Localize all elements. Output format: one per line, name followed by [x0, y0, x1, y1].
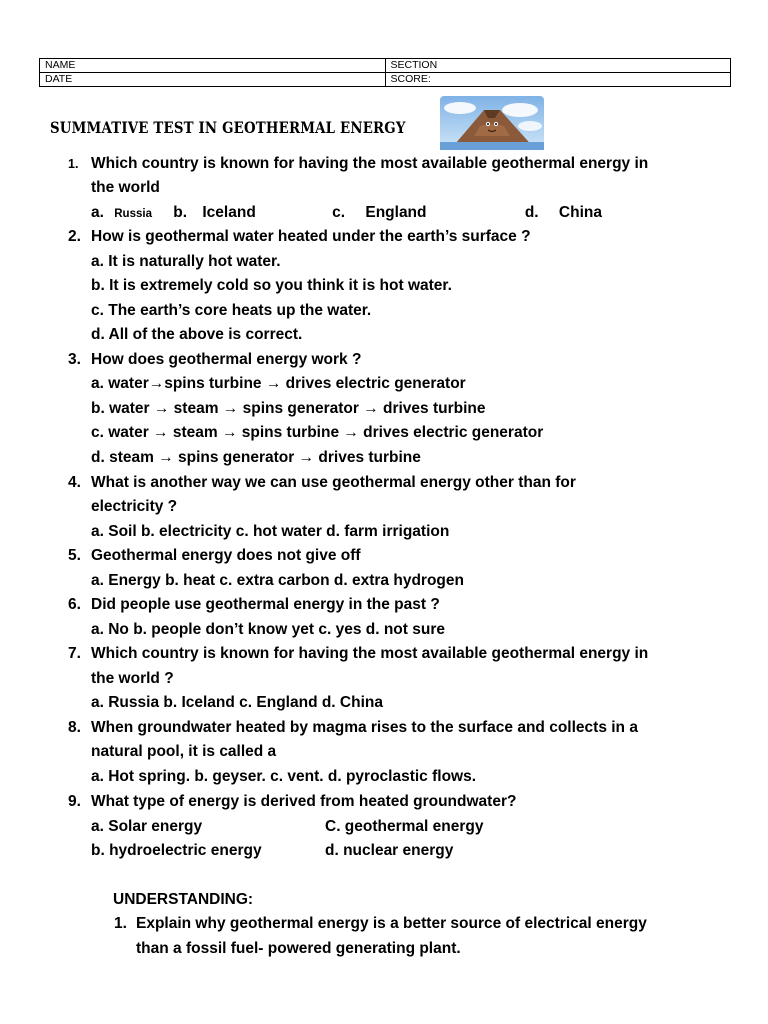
option-b[interactable]: b. hydroelectric energy	[91, 842, 262, 859]
question-text: Which country is known for having the most available geothermal energy in	[91, 645, 649, 662]
question-text-cont: natural pool, it is called a	[91, 743, 277, 760]
header-table	[39, 58, 731, 87]
question-number: 1.	[68, 157, 79, 171]
question-text: What type of energy is derived from heated groundwater?	[91, 793, 517, 810]
question-text: What is another way we can use geothermal energy other than for	[91, 474, 576, 491]
option-d[interactable]: d. steam → spins generator → drives turbine	[91, 449, 421, 466]
question-text: How is geothermal water heated under the earth’s surface ?	[91, 228, 531, 245]
question-text: How does geothermal energy work ?	[91, 351, 362, 368]
option-d[interactable]: d. nuclear energy	[325, 842, 454, 859]
question-text: When groundwater heated by magma rises to the surface and collects in a	[91, 719, 638, 736]
question-text: Which country is known for having the most available geothermal energy in	[91, 155, 649, 172]
q5-options[interactable]: a. Energy b. heat c. extra carbon d. extra hydrogen	[91, 572, 464, 589]
question-number: 9.	[68, 793, 81, 810]
option-c[interactable]: C. geothermal energy	[325, 818, 484, 835]
volcano-icon	[440, 96, 544, 150]
option-c[interactable]: c. water → steam → spins turbine → drives electric generator	[91, 424, 544, 441]
score-cell[interactable]: SCORE:	[385, 73, 731, 87]
option-d[interactable]: d. All of the above is correct.	[91, 326, 303, 343]
section-cell[interactable]: SECTION	[385, 59, 731, 73]
question-number: 6.	[68, 596, 81, 613]
q6-options[interactable]: a. No b. people don’t know yet c. yes d. not sure	[91, 621, 445, 638]
option-d[interactable]: China	[558, 204, 602, 221]
question-number: 4.	[68, 474, 81, 491]
question-text: Did people use geothermal energy in the past ?	[91, 596, 440, 613]
option-c[interactable]: England	[365, 204, 427, 221]
option-a[interactable]: a. water→spins turbine → drives electric generator	[91, 375, 466, 392]
option-a-label: a.	[91, 204, 104, 221]
question-text: Geothermal energy does not give off	[91, 547, 361, 564]
question-text-cont: the world ?	[91, 670, 174, 687]
option-a[interactable]: Russia	[114, 208, 152, 220]
question-text-cont: the world	[91, 179, 160, 196]
option-c-label: c.	[332, 204, 346, 221]
question-text: Explain why geothermal energy is a better source of electrical energy	[136, 915, 647, 932]
question-number: 2.	[68, 228, 81, 245]
option-c[interactable]: c. The earth’s core heats up the water.	[91, 302, 372, 319]
page-title: SUMMATIVE TEST IN GEOTHERMAL ENERGY	[50, 118, 406, 137]
date-cell[interactable]: DATE	[40, 73, 386, 87]
question-number: 5.	[68, 547, 81, 564]
q1-options	[91, 201, 602, 227]
option-b[interactable]: b. It is extremely cold so you think it is hot water.	[91, 277, 452, 294]
q4-options[interactable]: a. Soil b. electricity c. hot water d. farm irrigation	[91, 523, 450, 540]
option-b[interactable]: b. water → steam → spins generator → drives turbine	[91, 400, 486, 417]
question-number: 3.	[68, 351, 81, 368]
question-number: 7.	[68, 645, 81, 662]
q8-options[interactable]: a. Hot spring. b. geyser. c. vent. d. pyroclastic flows.	[91, 768, 477, 785]
q7-options[interactable]: a. Russia b. Iceland c. England d. China	[91, 694, 383, 711]
option-b-label: b.	[173, 204, 188, 221]
question-text-cont: than a fossil fuel- powered generating plant.	[136, 940, 461, 957]
option-b[interactable]: Iceland	[202, 204, 256, 221]
name-cell[interactable]: NAME	[40, 59, 386, 73]
option-d-label: d.	[524, 204, 539, 221]
section-heading: UNDERSTANDING:	[113, 891, 254, 908]
question-number: 1.	[114, 915, 127, 932]
question-text-cont: electricity ?	[91, 498, 178, 515]
question-number: 8.	[68, 719, 81, 736]
option-a[interactable]: a. Solar energy	[91, 818, 203, 835]
option-a[interactable]: a. It is naturally hot water.	[91, 253, 281, 270]
